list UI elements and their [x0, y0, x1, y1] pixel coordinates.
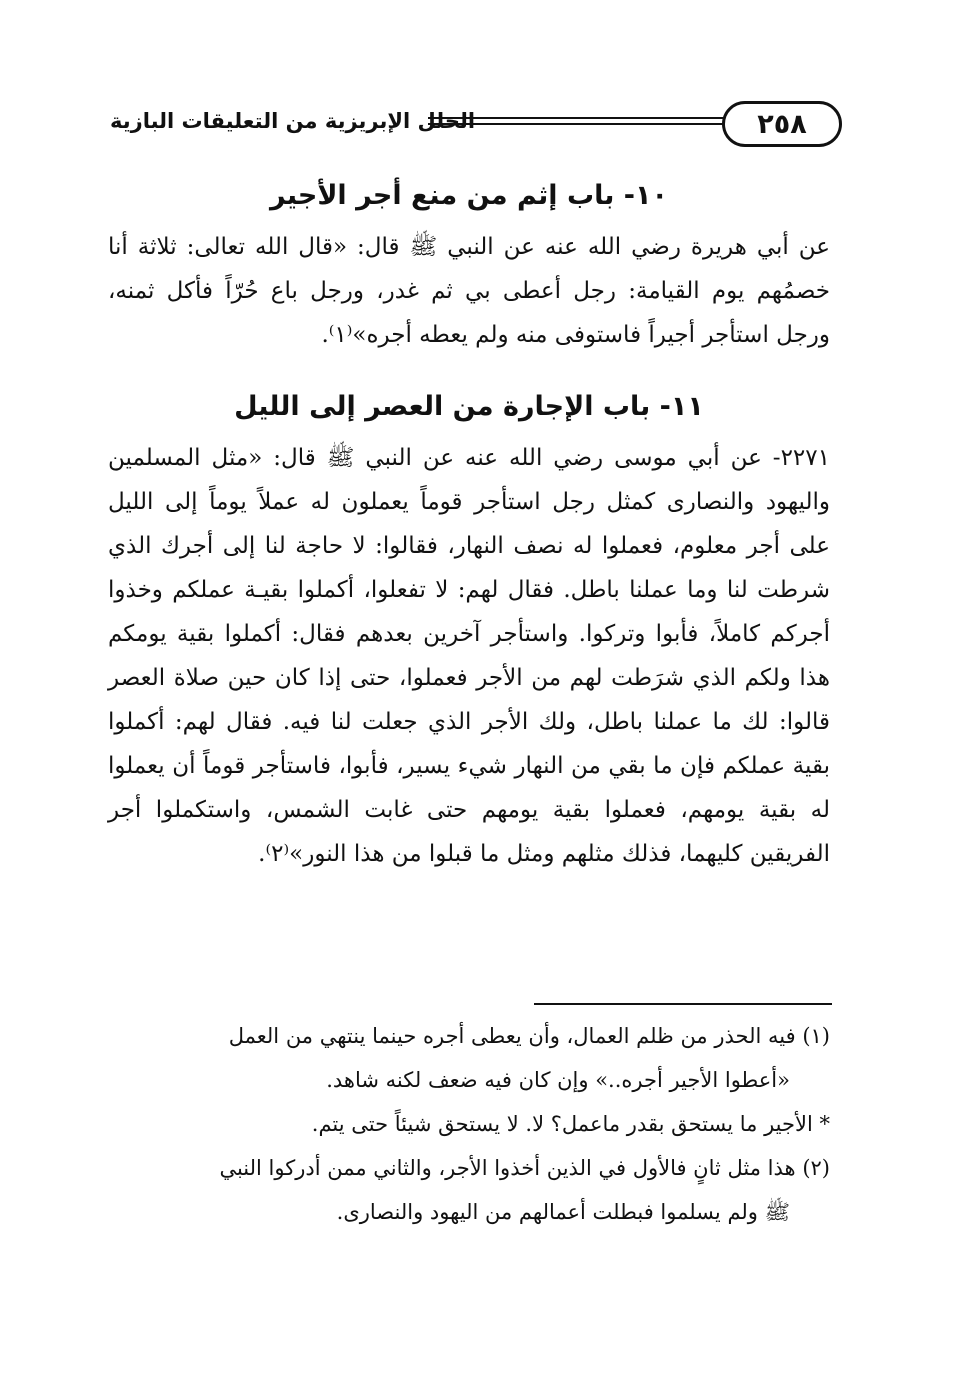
footnote	[108, 1102, 830, 1146]
section-heading: ١١- باب الإجارة من العصر إلى الليل	[234, 391, 704, 422]
footnote-separator	[534, 1003, 832, 1005]
footnote	[108, 1014, 830, 1102]
page-number: ٢٥٨	[722, 101, 842, 147]
running-title: الحلل الإبريزية من التعليقات البازية	[110, 109, 476, 133]
page-header	[110, 95, 842, 157]
footnote-text: فيه الحذر من ظلم العمال، وأن يعطى أجره حينما ينتهي من العمل	[228, 1024, 796, 1048]
hadith-text: عن أبي هريرة رضي الله عنه عن النبي ﷺ قال: «قال الله تعالى: ثلاثة أنا خصمُهم يوم القيامة: رجل أعطى بي ثم غدر، ورجل باع حُرّاً فأكل ثمنه، ورجل استأجر أجيراً فاستوفى منه ولم يعطه أجره»⁽١⁾.	[108, 234, 830, 348]
footnote-text: هذا مثل ثانٍ فالأول في الذين أخذوا الأجر، والثاني ممن أدركوا النبي	[219, 1156, 796, 1180]
asterisk-marker: *	[819, 1112, 830, 1136]
footnotes	[108, 1014, 830, 1234]
footnote	[108, 1146, 830, 1234]
hadith-text: ٢٢٧١- عن أبي موسى رضي الله عنه عن النبي ﷺ قال: «مثل المسلمين واليهود والنصارى كمثل رجل استأجر قوماً يعملون له عملاً يوماً إلى الليل على أجر معلوم، فعملوا له نصف النهار، فقالوا: لا حاجة لنا إلى أجرك الذي شرطت لنا وما عملنا باطل. فقال لهم: لا تفعلوا، أكملوا بقيـة عملكم وخذوا أجركم كاملاً، فأبوا وتركوا. واستأجر آخرين بعدهم فقال: أكملوا بقية يومكم هذا ولكم الذي شرَطت لهم من الأجر فعملوا، حتى إذا كان حين صلاة العصر قالوا: لك ما عملنا باطل، ولك الأجر الذي جعلت لنا فيه. فقال لهم: أكملوا بقية عملكم فإن ما بقي من النهار شيء يسير، فأبوا، فاستأجر قوماً أن يعملوا له بقية يومهم، فعملوا بقية يومهم حتى غابت الشمس، واستكملوا أجر الفريقين كليهما، فذلك مثلهم ومثل ما قبلوا من هذا النور»⁽٢⁾.	[108, 445, 830, 867]
footnote-marker: (٢)	[802, 1156, 830, 1180]
main-content	[108, 172, 830, 876]
footnote-text: ﷺ ولم يسلموا فبطلت أعمالهم من اليهود والنصارى.	[336, 1200, 790, 1224]
footnote-text: الأجير ما يستحق بقدر ماعمل؟ لا. لا يستحق شيئاً حتى يتم.	[311, 1112, 813, 1136]
section-heading: ١٠- باب إثم من منع أجر الأجير	[270, 180, 668, 211]
footnote-text: «أعطوا الأجير أجره..» وإن كان فيه ضعف لكنه شاهد.	[326, 1068, 790, 1092]
footnote-marker: (١)	[802, 1024, 830, 1048]
